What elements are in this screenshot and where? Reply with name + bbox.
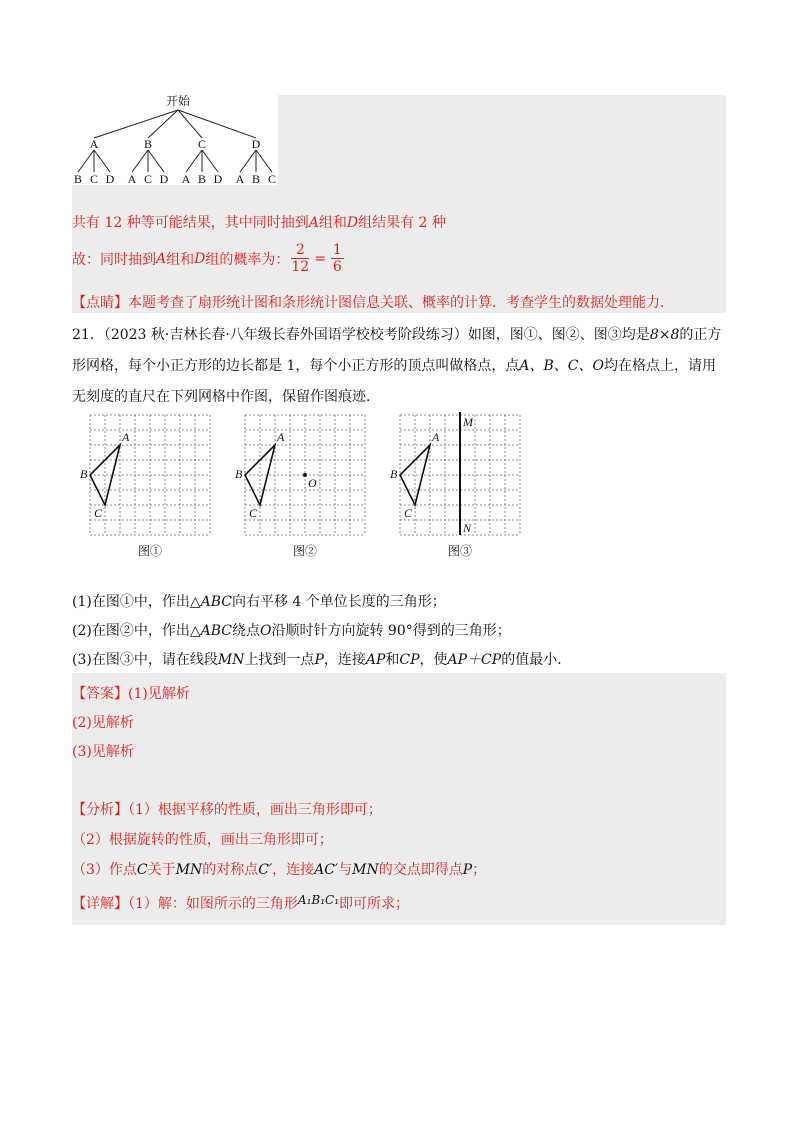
figure-2 [235,410,385,560]
question-line-2: 形网格，每个小正方形的边长都是 1，每个小正方形的顶点叫做格点，点A、B、C、O均在格点上，请用 [72,358,716,374]
answer-2: (2)见解析 [72,715,134,731]
question-part-1: (1)在图①中，作出△ABC向右平移 4 个单位长度的三角形； [72,594,446,610]
solution-shade-top-right [278,95,726,185]
point-m-label: M [463,415,473,429]
figure-3 [390,410,540,560]
question-part-2: (2)在图②中，作出△ABC绕点O沿顺时针方向旋转 90°得到的三角形； [72,623,511,639]
tree-node-a: A [89,137,99,151]
point-c-label: C [94,506,103,520]
point-o-label: O [308,476,317,490]
analysis-3: （3）作点C关于MN的对称点C′，连接AC′与MN的交点即得点P； [72,862,487,878]
point-b-label: B [390,467,398,481]
tree-leaf: D [105,172,115,186]
tree-node-d: D [251,137,261,151]
analysis-1: 【分析】（1）根据平移的性质，画出三角形即可； [72,802,382,818]
comment-line: 【点睛】本题考查了扇形统计图和条形统计图信息关联、概率的计算．考查学生的数据处理能力． [72,295,674,311]
answer-1: 【答案】(1)见解析 [72,686,190,702]
point-b-label: B [235,467,243,481]
detail-1: 【详解】（1）解：如图所示的三角形A₁B₁C₁即可所求； [72,893,410,912]
fraction-2-12: $\frac{2}{12}$ [291,242,310,275]
question-line-1: 21．（2023 秋·吉林长春·八年级长春外国语学校校考阶段练习）如图，图①、图②、图③均是8×8的正方 [72,327,722,343]
question-line-3: 无刻度的直尺在下列网格中作图，保留作图痕迹． [72,389,380,405]
analysis-2: （2）根据旋转的性质，画出三角形即可； [72,832,333,848]
solution-line-1: 共有 12 种等可能结果，其中同时抽到A组和D组结果有 2 种 [72,215,446,231]
tree-leaf: B [197,172,207,186]
solution-line-2: 故：同时抽到 A 组和 D 组的概率为： $\frac{2}{12}$ = $\frac{1}{6}$ [72,242,342,275]
tree-leaf: C [89,172,99,186]
point-a-label: A [432,430,440,444]
point-c-label: C [404,506,413,520]
point-c-label: C [249,506,258,520]
tree-leaf: C [143,172,153,186]
tree-leaf: B [73,172,83,186]
point-a-label: A [122,430,130,444]
tree-node-b: B [143,137,153,151]
point-o [303,473,307,477]
answer-3: (3)见解析 [72,744,134,760]
fraction-1-6: $\frac{1}{6}$ [332,242,342,275]
tree-leaf: A [127,172,137,186]
point-b-label: B [80,467,88,481]
tree-leaf: C [267,172,277,186]
point-a-label: A [277,430,285,444]
tree-node-c: C [197,137,207,151]
tree-leaf: A [235,172,245,186]
tree-root: 开始 [165,94,191,108]
tree-diagram [66,90,286,186]
question-part-3: (3)在图③中，请在线段MN上找到一点P，连接AP和CP，使AP＋CP的值最小． [72,652,572,668]
point-n-label: N [463,521,472,535]
tree-leaf: B [251,172,261,186]
figure-3-caption: 图③ [447,544,473,558]
tree-leaf: A [181,172,191,186]
tree-leaf: D [213,172,223,186]
figure-2-caption: 图② [292,544,318,558]
tree-leaf: D [159,172,169,186]
figure-1 [80,410,230,560]
figure-1-caption: 图① [137,544,163,558]
